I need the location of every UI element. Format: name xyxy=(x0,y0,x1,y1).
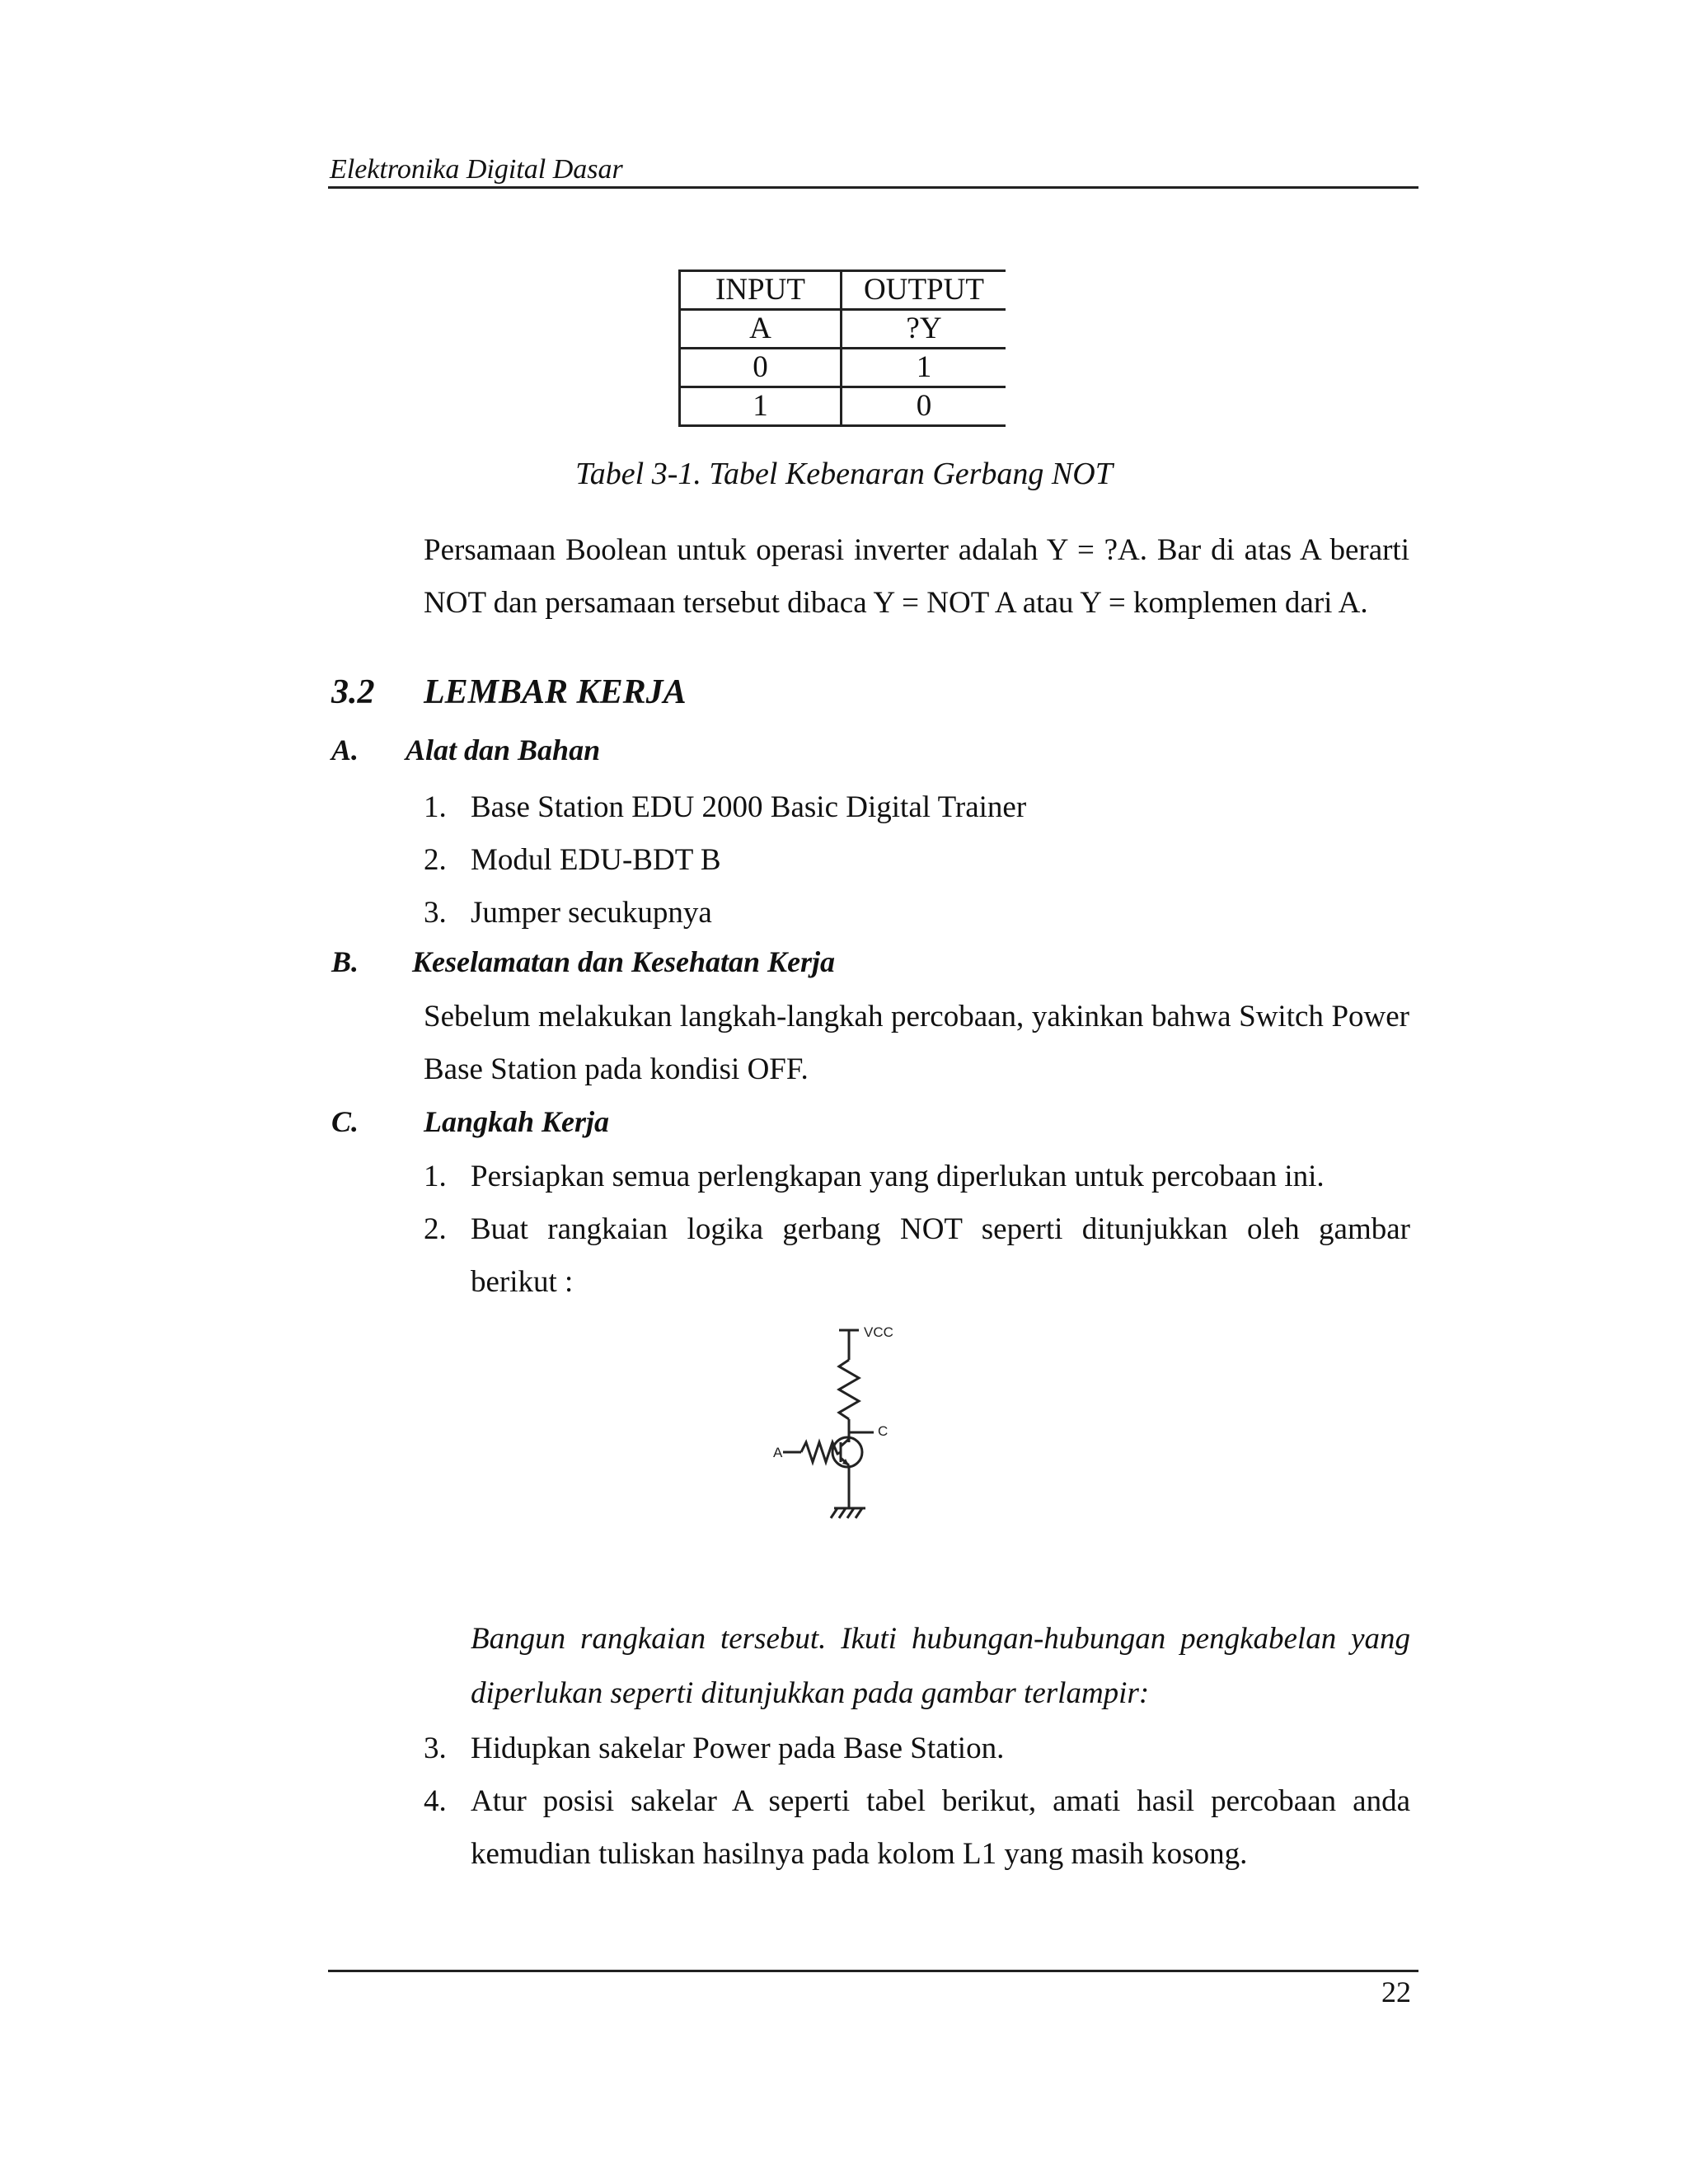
ground-hatch xyxy=(831,1508,837,1518)
ground-hatch xyxy=(856,1508,862,1518)
ground-hatch xyxy=(847,1508,854,1518)
section-number: 3.2 xyxy=(331,673,375,711)
list-item xyxy=(424,781,1413,834)
subsection-letter: A. xyxy=(331,733,359,766)
footer-rule xyxy=(328,1970,1418,1972)
list-number: 3. xyxy=(424,896,447,930)
c-label: C xyxy=(878,1423,889,1439)
section-title-text: LEMBAR KERJA xyxy=(424,673,687,711)
table-cell: OUTPUT xyxy=(842,271,1006,310)
list-number: 1. xyxy=(424,790,447,824)
list-item xyxy=(424,834,1413,887)
subsection-title: Keselamatan dan Kesehatan Kerja xyxy=(412,945,836,978)
ground-hatch xyxy=(839,1508,846,1518)
subsection-b-heading xyxy=(331,941,1156,982)
table-cell: 0 xyxy=(842,387,1006,426)
page-number: 22 xyxy=(1381,1975,1411,2008)
list-text: Hidupkan sakelar Power pada Base Station. xyxy=(471,1732,1005,1765)
subsection-title: Alat dan Bahan xyxy=(406,733,601,766)
running-header: Elektronika Digital Dasar xyxy=(330,154,623,185)
list-text: Modul EDU-BDT B xyxy=(471,843,721,877)
list-number: 4. xyxy=(424,1784,447,1818)
table-row xyxy=(680,349,1006,387)
table-cell: 0 xyxy=(680,349,842,387)
subsection-title: Langkah Kerja xyxy=(424,1105,610,1138)
list-text: Jumper secukupnya xyxy=(471,896,712,930)
table-cell: INPUT xyxy=(680,271,842,310)
table-subheader-row xyxy=(680,310,1006,349)
table-cell: ?Y xyxy=(842,310,1006,349)
truth-table xyxy=(678,269,1006,427)
table-cell: 1 xyxy=(842,349,1006,387)
list-text: Atur posisi sakelar A seperti tabel berikut, amati hasil percobaan anda kemudian tuliskan hasilnya pada kolom L1 yang masih kosong. xyxy=(471,1784,1410,1871)
table-caption: Tabel 3-1. Tabel Kebenaran Gerbang NOT xyxy=(575,457,1113,491)
table-cell: A xyxy=(680,310,842,349)
list-number: 1. xyxy=(424,1160,447,1193)
list-item xyxy=(424,1722,1413,1775)
list-number: 2. xyxy=(424,1212,447,1246)
subsection-a-heading xyxy=(331,729,1073,771)
build-note: Bangun rangkaian tersebut. Ikuti hubungan-hubungan pengkabelan yang diperlukan seperti ditunjukkan pada gambar terlampir: xyxy=(471,1622,1410,1710)
collector-resistor xyxy=(839,1360,859,1419)
header-rule xyxy=(328,186,1418,189)
boolean-paragraph: Persamaan Boolean untuk operasi inverter adalah Y = ?A. Bar di atas A berarti NOT dan persamaan tersebut dibaca Y = NOT A atau Y = komplemen dari A. xyxy=(424,533,1409,620)
subsection-letter: C. xyxy=(331,1105,359,1138)
a-label: A xyxy=(773,1445,783,1460)
safety-paragraph: Sebelum melakukan langkah-langkah percobaan, yakinkan bahwa Switch Power Base Station pada kondisi OFF. xyxy=(424,1000,1409,1086)
subsection-letter: B. xyxy=(331,945,359,978)
section-title xyxy=(331,669,687,715)
vcc-label: VCC xyxy=(864,1324,893,1340)
list-number: 3. xyxy=(424,1732,447,1765)
list-item xyxy=(424,1775,1413,1881)
table-cell: 1 xyxy=(680,387,842,426)
list-item xyxy=(424,887,1413,940)
list-text: Persiapkan semua perlengkapan yang diperlukan untuk percobaan ini. xyxy=(471,1160,1325,1193)
list-item xyxy=(424,1203,1413,1309)
table-row xyxy=(680,387,1006,426)
list-item xyxy=(424,1151,1413,1203)
subsection-c-heading xyxy=(331,1101,1073,1142)
table-header-row xyxy=(680,271,1006,310)
list-text: Buat rangkaian logika gerbang NOT seperti ditunjukkan oleh gambar berikut : xyxy=(471,1212,1410,1299)
not-gate-transistor-circuit xyxy=(758,1319,973,1533)
list-text: Base Station EDU 2000 Basic Digital Trainer xyxy=(471,790,1027,824)
list-number: 2. xyxy=(424,843,447,877)
